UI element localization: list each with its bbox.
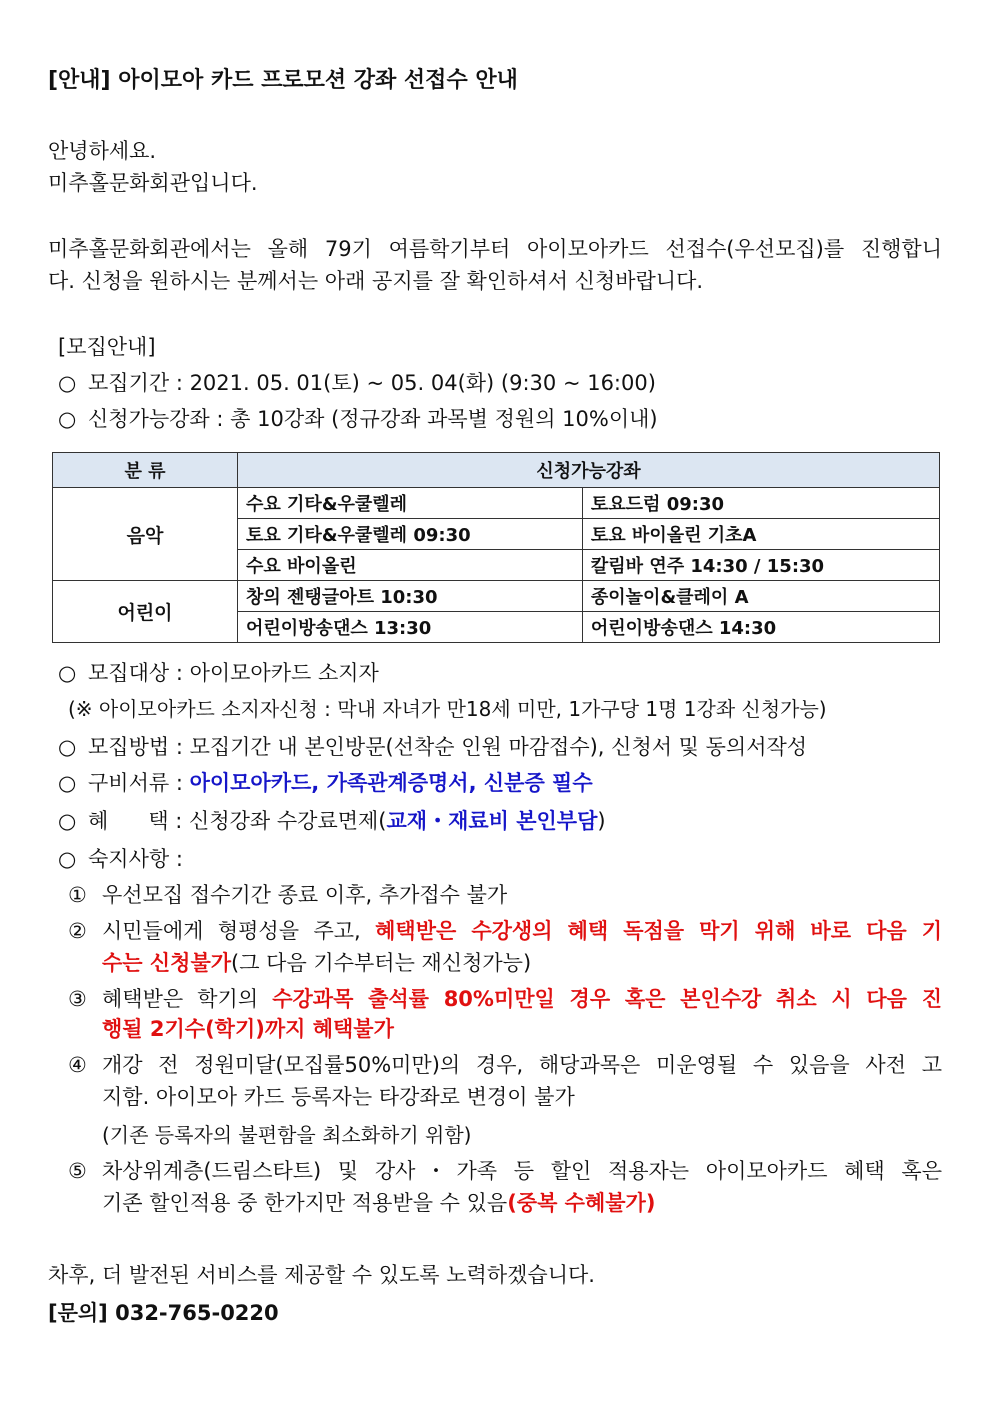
note-number: ③ <box>68 987 87 1011</box>
circle-bullet: ○ <box>58 771 77 795</box>
note-highlight: (중복 수혜불가) <box>507 1191 656 1215</box>
course-cell: 종이놀이&클레이 A <box>582 581 939 612</box>
note-4-line-1 <box>68 1050 942 1080</box>
note-text: 개강 전 정원미달(모집률50%미만)의 경우, 해당과목은 미운영될 수 있음을 사전 고 <box>102 1053 942 1077</box>
course-cell: 어린이방송댄스 14:30 <box>582 612 939 643</box>
note-text: 기존 할인적용 중 한가지만 적용받을 수 있음 <box>102 1191 508 1215</box>
documents-label: 구비서류 : <box>88 771 190 795</box>
note-3-line-2 <box>102 1014 394 1044</box>
note-3-line-1 <box>68 984 942 1014</box>
note-number: ⑤ <box>68 1159 87 1183</box>
period-text: 모집기간 : 2021. 05. 01(토) ~ 05. 04(화) (9:30 ~ 16:00) <box>88 371 656 395</box>
note-4-line-2: 지함. 아이모아 카드 등록자는 타강좌로 변경이 불가 <box>102 1085 575 1109</box>
section-heading: [모집안내] <box>58 335 156 359</box>
notes-label: 숙지사항 : <box>88 847 183 871</box>
note-5-line-1 <box>68 1156 942 1186</box>
course-table <box>52 452 940 643</box>
greeting-line-2: 미추홀문화회관입니다. <box>48 171 258 195</box>
courses-available-item <box>58 404 658 434</box>
course-cell: 창의 젠탱글아트 10:30 <box>238 581 583 612</box>
method-item <box>58 732 807 762</box>
documents-item <box>58 768 593 798</box>
course-cell: 토요 기타&우쿨렐레 09:30 <box>238 519 583 550</box>
header-category: 분 류 <box>53 453 238 488</box>
header-courses: 신청가능강좌 <box>238 453 940 488</box>
course-cell: 칼림바 연주 14:30 / 15:30 <box>582 550 939 581</box>
target-text: 모집대상 : 아이모아카드 소지자 <box>88 661 379 685</box>
note-text: 차상위계층(드림스타트) 및 강사・가족 등 할인 적용자는 아이모아카드 혜택 혹은 <box>102 1159 942 1183</box>
note-number: ② <box>68 919 87 943</box>
category-children: 어린이 <box>53 581 238 643</box>
note-text: 혜택받은 학기의 <box>102 987 273 1011</box>
course-cell: 토요 바이올린 기초A <box>582 519 939 550</box>
category-music: 음악 <box>53 488 238 581</box>
target-note: (※ 아이모아카드 소지자신청 : 막내 자녀가 만18세 미만, 1가구당 1명 1강좌 신청가능) <box>68 697 827 721</box>
notes-item <box>58 844 183 874</box>
course-cell: 수요 기타&우쿨렐레 <box>238 488 583 519</box>
circle-bullet: ○ <box>58 735 77 759</box>
circle-bullet: ○ <box>58 371 77 395</box>
note-1 <box>68 880 507 910</box>
table-row <box>53 581 940 612</box>
course-cell: 수요 바이올린 <box>238 550 583 581</box>
benefit-item <box>58 806 606 836</box>
method-text: 모집방법 : 모집기간 내 본인방문(선착순 인원 마감접수), 신청서 및 동의서작성 <box>88 735 808 759</box>
note-text: 우선모집 접수기간 종료 이후, 추가접수 불가 <box>102 883 508 907</box>
note-text: 시민들에게 형평성을 주고, <box>102 919 376 943</box>
note-2-line-2 <box>102 948 531 978</box>
benefit-close: ) <box>597 809 606 833</box>
circle-bullet: ○ <box>58 407 77 431</box>
intro-line-1: 미추홀문화회관에서는 올해 79기 여름학기부터 아이모아카드 선접수(우선모집)를 진행합니 <box>48 237 942 261</box>
table-row <box>53 488 940 519</box>
note-4-line-3: (기존 등록자의 불편함을 최소화하기 위함) <box>102 1123 472 1147</box>
circle-bullet: ○ <box>58 809 77 833</box>
course-cell: 어린이방송댄스 13:30 <box>238 612 583 643</box>
note-highlight: 수강과목 출석률 80%미만일 경우 혹은 본인수강 취소 시 다음 진 <box>272 987 942 1011</box>
note-number: ① <box>68 883 87 907</box>
courses-available-text: 신청가능강좌 : 총 10강좌 (정규강좌 과목별 정원의 10%이내) <box>88 407 658 431</box>
course-cell: 토요드럼 09:30 <box>582 488 939 519</box>
greeting-line-1: 안녕하세요. <box>48 139 157 163</box>
documents-value: 아이모아카드, 가족관계증명서, 신분증 필수 <box>189 771 593 795</box>
note-text: (그 다음 기수부터는 재신청가능) <box>231 951 532 975</box>
period-item <box>58 368 656 398</box>
benefit-value: 교재・재료비 본인부담 <box>386 809 598 833</box>
note-highlight: 수는 신청불가 <box>102 951 232 975</box>
note-number: ④ <box>68 1053 87 1077</box>
target-item <box>58 658 379 688</box>
contact-phone: 032-765-0220 <box>107 1301 279 1325</box>
note-2-line-1 <box>68 916 942 946</box>
contact <box>48 1298 279 1328</box>
note-5-line-2 <box>102 1188 655 1218</box>
document-title: [안내] 아이모아 카드 프로모션 강좌 선접수 안내 <box>48 68 518 93</box>
intro-line-2: 다. 신청을 원하시는 분께서는 아래 공지를 잘 확인하셔서 신청바랍니다. <box>48 269 704 293</box>
note-highlight: 행될 2기수(학기)까지 혜택불가 <box>102 1017 394 1041</box>
contact-label: [문의] <box>48 1301 108 1325</box>
benefit-label: 혜 택 : 신청강좌 수강료면제( <box>88 809 387 833</box>
note-highlight: 혜택받은 수강생의 혜택 독점을 막기 위해 바로 다음 기 <box>375 919 942 943</box>
circle-bullet: ○ <box>58 847 77 871</box>
closing-text: 차후, 더 발전된 서비스를 제공할 수 있도록 노력하겠습니다. <box>48 1263 595 1287</box>
circle-bullet: ○ <box>58 661 77 685</box>
